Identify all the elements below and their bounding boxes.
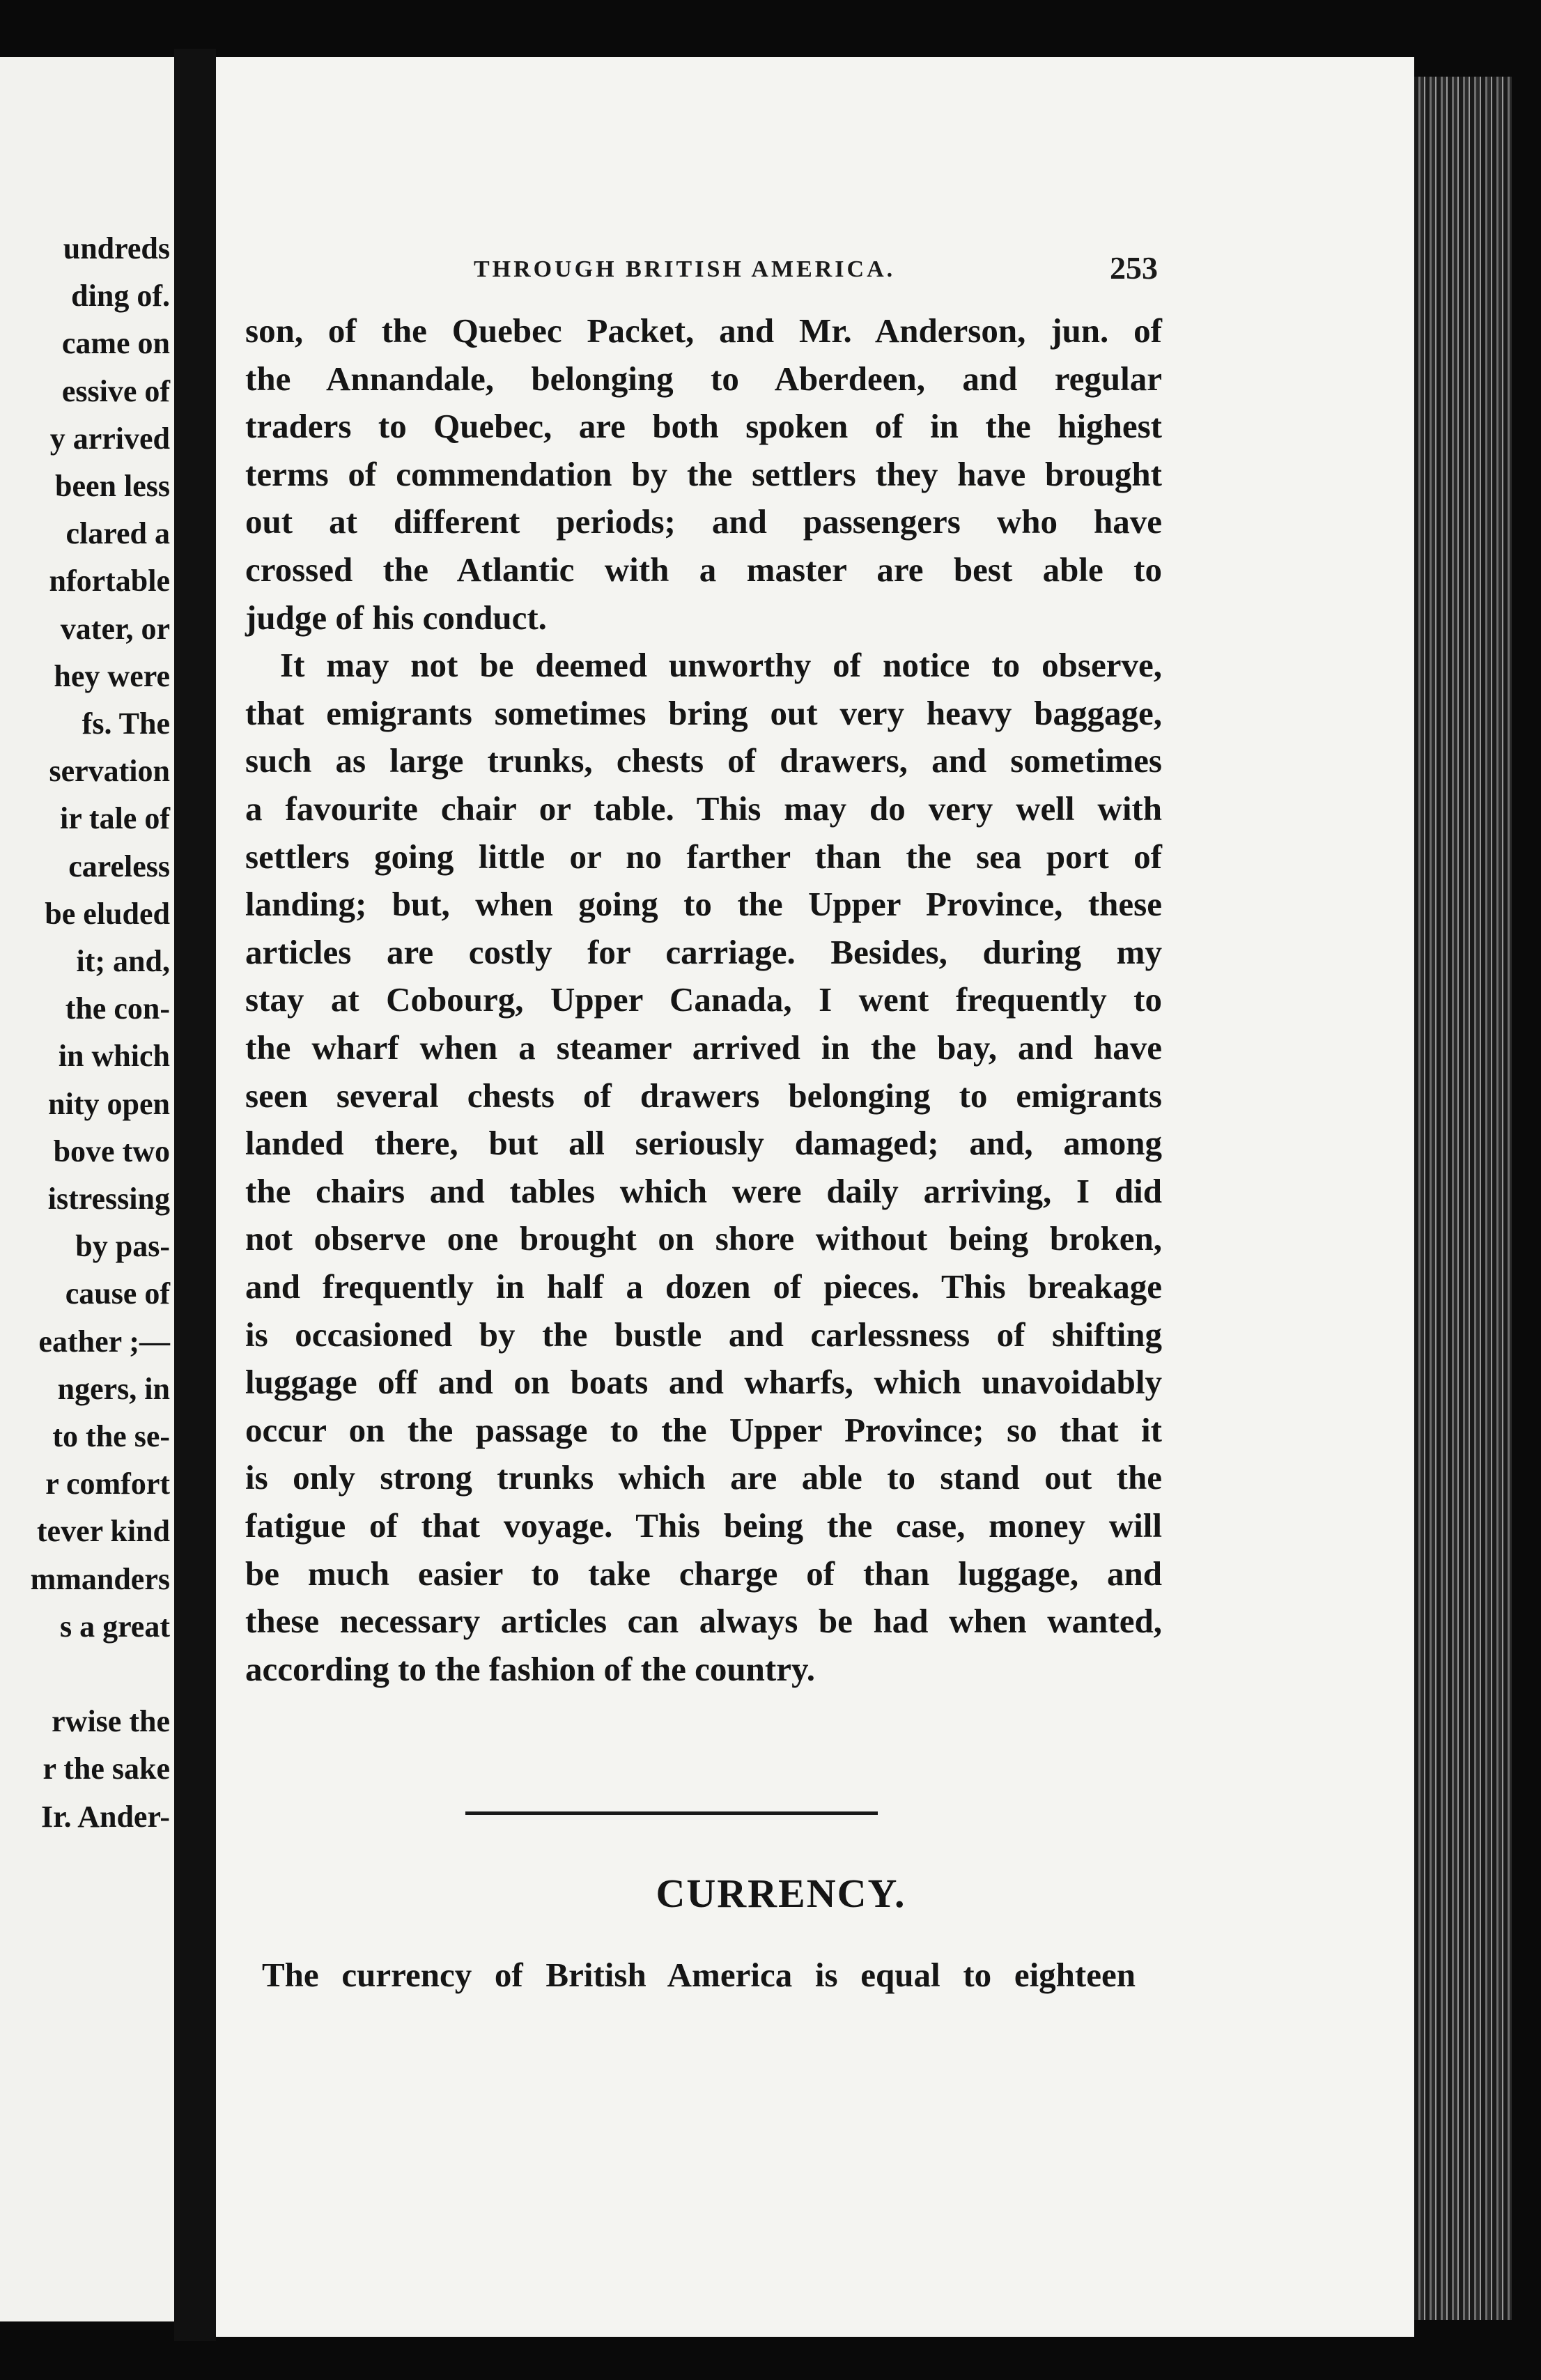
left-page-fragment: hey were bbox=[54, 658, 170, 693]
text-line: terms of commendation by the settlers they have brought bbox=[245, 454, 1162, 493]
text-line: according to the fashion of the country. bbox=[245, 1649, 815, 1688]
text-line: the wharf when a steamer arrived in the bay, and have bbox=[245, 1028, 1162, 1067]
section-divider-rule bbox=[465, 1811, 878, 1815]
left-page-fragment: vater, or bbox=[60, 611, 170, 646]
left-page-fragment: mmanders bbox=[30, 1561, 170, 1596]
left-page-fragment: servation bbox=[49, 754, 170, 789]
page-edges bbox=[1414, 77, 1512, 2320]
text-line: not observe one brought on shore without being broken, bbox=[245, 1219, 1162, 1258]
left-page-fragment: by pas- bbox=[75, 1229, 170, 1264]
left-page-fragment: istressing bbox=[47, 1182, 170, 1216]
left-page-fragment: came on bbox=[61, 326, 170, 361]
text-line: stay at Cobourg, Upper Canada, I went frequently to bbox=[245, 980, 1162, 1019]
section-first-line: The currency of British America is equal to eighteen bbox=[262, 1956, 1136, 1994]
text-line: out at different periods; and passengers who have bbox=[245, 502, 1162, 541]
text-line: traders to Quebec, are both spoken of in the highest bbox=[245, 407, 1162, 446]
left-page-fragment: ngers, in bbox=[57, 1371, 170, 1406]
text-line: a favourite chair or table. This may do very well with bbox=[245, 789, 1162, 828]
page-number: 253 bbox=[1110, 250, 1158, 286]
text-line: occur on the passage to the Upper Province; so that it bbox=[245, 1410, 1162, 1449]
left-page-fragment: y arrived bbox=[49, 421, 170, 456]
left-page-fragment: cause of bbox=[65, 1276, 170, 1311]
section-heading: CURRENCY. bbox=[656, 1871, 906, 1916]
left-page-fragment: tever kind bbox=[36, 1514, 170, 1549]
left-page-fragment: eather ;— bbox=[38, 1324, 170, 1359]
text-line: articles are costly for carriage. Besides, during my bbox=[245, 932, 1162, 971]
text-line: judge of his conduct. bbox=[245, 598, 547, 637]
text-line: It may not be deemed unworthy of notice to observe, bbox=[280, 646, 1162, 685]
left-page-fragment: undreds bbox=[63, 231, 170, 265]
left-page-fragment: nfortable bbox=[49, 564, 170, 598]
left-page-fragment: it; and, bbox=[76, 944, 170, 978]
left-page-fragment: r comfort bbox=[45, 1467, 170, 1501]
text-line: son, of the Quebec Packet, and Mr. Anderson, jun. of bbox=[245, 311, 1162, 350]
left-page-fragment: bove two bbox=[53, 1134, 170, 1168]
left-page-fragment: careless bbox=[68, 849, 170, 883]
text-line: and frequently in half a dozen of pieces. This breakage bbox=[245, 1267, 1162, 1306]
left-page-fragment: to the se- bbox=[52, 1419, 170, 1453]
text-line: fatigue of that voyage. This being the case, money will bbox=[245, 1506, 1162, 1545]
left-page-fragment: ir tale of bbox=[59, 801, 170, 836]
left-page-fragment: be eluded bbox=[45, 896, 170, 931]
left-page-fragment: essive of bbox=[61, 373, 170, 408]
text-line: these necessary articles can always be had when wanted, bbox=[245, 1602, 1162, 1641]
left-page-fragment: the con- bbox=[65, 991, 170, 1026]
text-line: that emigrants sometimes bring out very heavy baggage, bbox=[245, 693, 1162, 732]
text-line: such as large trunks, chests of drawers, and sometimes bbox=[245, 741, 1162, 780]
text-line: is occasioned by the bustle and carlessness of shifting bbox=[245, 1315, 1162, 1354]
left-page-fragment: in which bbox=[58, 1039, 170, 1074]
left-page-fragment: s a great bbox=[59, 1609, 170, 1644]
left-page-fragment: clared a bbox=[65, 516, 170, 551]
left-page-fragment: rwise the bbox=[52, 1704, 170, 1739]
left-page-fragment: ding of. bbox=[71, 279, 170, 314]
left-page-fragment: been less bbox=[55, 469, 170, 503]
book-gutter bbox=[174, 49, 216, 2341]
left-facing-page bbox=[0, 57, 174, 2321]
text-line: is only strong trunks which are able to stand out the bbox=[245, 1458, 1162, 1497]
text-line: settlers going little or no farther than the sea port of bbox=[245, 837, 1162, 876]
left-page-fragment: Ir. Ander- bbox=[41, 1799, 170, 1834]
text-line: crossed the Atlantic with a master are best able to bbox=[245, 550, 1162, 589]
text-line: the chairs and tables which were daily arriving, I did bbox=[245, 1171, 1162, 1210]
left-page-fragment: r the sake bbox=[42, 1752, 170, 1786]
left-page-fragment: fs. The bbox=[82, 706, 170, 741]
text-line: the Annandale, belonging to Aberdeen, and regular bbox=[245, 359, 1162, 398]
text-line: be much easier to take charge of than luggage, and bbox=[245, 1554, 1162, 1593]
running-head: THROUGH BRITISH AMERICA. bbox=[474, 256, 896, 282]
text-line: luggage off and on boats and wharfs, which unavoidably bbox=[245, 1363, 1162, 1402]
text-line: seen several chests of drawers belonging to emigrants bbox=[245, 1076, 1162, 1115]
text-line: landing; but, when going to the Upper Province, these bbox=[245, 885, 1162, 924]
text-line: landed there, but all seriously damaged; and, among bbox=[245, 1124, 1162, 1163]
left-page-fragment: nity open bbox=[48, 1086, 170, 1121]
